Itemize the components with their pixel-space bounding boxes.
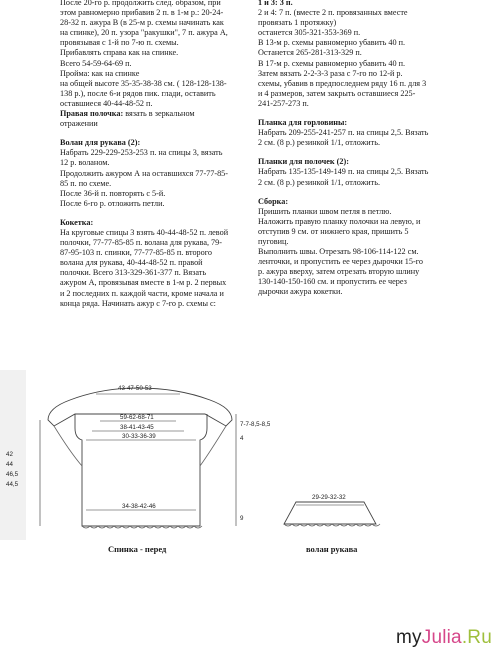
text-line: После 6-го р. отложить петли.: [60, 198, 165, 208]
text-line: волана для рукава, 40-44-48-52 п. правой: [60, 258, 203, 268]
text-line: 1 и 3: 3 п.: [258, 0, 293, 7]
text-line: полочки. Всего 313-329-361-377 п. Вязать: [60, 268, 207, 278]
dim-label-right-1: 7-7-8,5-8,5: [240, 421, 270, 428]
right-shelf-text: вязать в зеркальном: [123, 109, 195, 119]
shelf-band-title: Планки для полочек (2):: [258, 157, 349, 167]
dim-label-left-1: 42: [6, 451, 13, 458]
dim-label-left-3: 46,5: [6, 471, 19, 478]
dim-label-mid2: 30-33-36-39: [122, 433, 156, 440]
text-line: ажуром А, провязывая вместе в 1-м р. 2 первых: [60, 278, 227, 288]
left-text-column: [60, 0, 246, 309]
text-line: Продолжить ажуром А на оставшихся 77-77-85-: [60, 168, 229, 178]
text-line: Всего 54-59-64-69 п.: [60, 58, 132, 68]
text-line: Пришить планки швом петля в петлю.: [258, 206, 392, 216]
dim-label-left-2: 44: [6, 461, 13, 468]
text-line: 87-95-103 п. спинки, 77-77-85-85 п. второго: [60, 248, 212, 258]
text-line: Останется 265-281-313-329 п.: [258, 48, 362, 58]
dim-label-sleeve: 29-29-32-32: [312, 494, 346, 501]
text-line: провязать 1 протяжку): [258, 18, 337, 28]
text-line: 28-32 п. ажура В (в 25-м р. схемы начинать как: [60, 18, 224, 28]
caption-sleeve: волан рукава: [306, 544, 358, 554]
text-line: на спинке), 20 п. узора "ракушки", 7 п. ажура А,: [60, 28, 228, 38]
text-line: 12 р. воланом.: [60, 158, 110, 168]
text-line: Пройма: как на спинке: [60, 68, 140, 78]
text-line: Наложить правую планку полочки на левую, и: [258, 216, 421, 226]
text-line: останется 305-321-353-369 п.: [258, 28, 361, 38]
text-line: На круговые спицы 3 взять 40-44-48-52 п. левой: [60, 227, 229, 237]
assembly-title: Сборка:: [258, 196, 289, 206]
text-line: на общей высоте 35-35-38-38 см. ( 128-128-138-: [60, 78, 227, 88]
dim-label-left-4: 44,5: [6, 481, 19, 488]
dim-label-right-2: 4: [240, 435, 244, 442]
text-line: схемы, убавив в предпоследнем ряду 16 п. для 3: [258, 78, 427, 88]
left-ruffle: [54, 426, 82, 466]
sleeve-title: Волан для рукава (2):: [60, 138, 141, 148]
text-line: оставшиеся 40-44-48-52 п.: [60, 98, 153, 108]
text-line: 241-257-273 п.: [258, 98, 309, 108]
text-line: отступив 9 см. от нижнего края, пришить 5: [258, 226, 409, 236]
text-line: пуговиц.: [258, 236, 289, 246]
watermark-my: my: [396, 627, 422, 648]
text-line: Затем вязать 2-2-3-3 раза с 7-го по 12-й р.: [258, 68, 403, 78]
text-line: и 2 последних п. каждой части, кроме начала и: [60, 288, 224, 298]
dim-label-bottom: 34-38-42-46: [122, 503, 156, 510]
dim-label-mid: 38-41-43-45: [120, 424, 154, 431]
text-line: полочки, 77-77-85-85 п. волана для рукава, 79-: [60, 238, 222, 248]
text-line: провязывая с 1-й по 7-ю п. схемы.: [60, 38, 179, 48]
text-line: отражении: [60, 119, 98, 129]
watermark-julia: Julia: [421, 627, 462, 648]
caption-body: Спинка - перед: [108, 544, 167, 554]
dim-label-neck: 59-62-68-71: [120, 414, 154, 421]
text-line: р. ажура вверху, затем отрезать вторую шлину: [258, 267, 420, 277]
text-line: После 20-го р. продолжить след. образом, при: [60, 0, 221, 7]
right-shelf-title: Правая полочка:: [60, 109, 124, 119]
text-line: дырочки ажура кокетки.: [258, 287, 343, 297]
text-line: В 17-м р. схемы равномерно убавить 40 п.: [258, 58, 406, 68]
text-line: В 13-м р. схемы равномерно убавить 40 п.: [258, 38, 406, 48]
scan-shadow: [0, 370, 26, 540]
neck-band-title: Планка для горловины:: [258, 118, 348, 128]
text-line: ленточки, и пропустить ее через дырочки 15-го: [258, 257, 423, 267]
text-line: Набрать 229-229-253-253 п. на спицы 3, вязать: [60, 148, 223, 158]
text-line: 2 см. (8 р.) резинкой 1/1, отложить.: [258, 138, 381, 148]
text-line: Выполнить швы. Отрезать 98-106-114-122 см.: [258, 247, 419, 257]
sleeve-ruffle-schematic: [270, 478, 405, 544]
body-schematic: [0, 370, 270, 540]
text-line: 2 см. (8 р.) резинкой 1/1, отложить.: [258, 177, 381, 187]
text-line: этом равномерно прибавив 2 п. в 1-м р.: 20-24-: [60, 8, 224, 18]
text-line: 130-140-150-160 см. и пропустить ее через: [258, 277, 407, 287]
text-line: 138 р.), после 6-и рядов пик. глади, оставить: [60, 88, 216, 98]
text-line: Набрать 135-135-149-149 п. на спицы 2,5. Вязать: [258, 167, 429, 177]
text-line: и 4 размеров, затем закрыть оставшиеся 225-: [258, 88, 416, 98]
text-line: 85 п. по схеме.: [60, 178, 112, 188]
right-shelf-paragraph: [60, 109, 246, 119]
text-line: конца ряда. Начинать ажур с 7-го р. схемы с:: [60, 298, 216, 308]
text-line: После 36-й п. повторять с 5-й.: [60, 188, 166, 198]
dim-label-top: 43-47-50-53: [118, 385, 152, 392]
yoke-title: Кокетка:: [60, 217, 94, 227]
right-text-column: [258, 0, 458, 298]
right-ruffle: [200, 426, 226, 466]
text-line: 2 и 4: 7 п. (вместе 2 п. провязанных вместе: [258, 8, 408, 18]
site-watermark: [396, 627, 492, 649]
text-line: Прибавлять справа как на спинке.: [60, 48, 179, 58]
dim-label-right-3: 9: [240, 515, 244, 522]
watermark-ru: .Ru: [461, 627, 492, 648]
text-line: Набрать 209-255-241-257 п. на спицы 2,5. Вязать: [258, 128, 429, 138]
